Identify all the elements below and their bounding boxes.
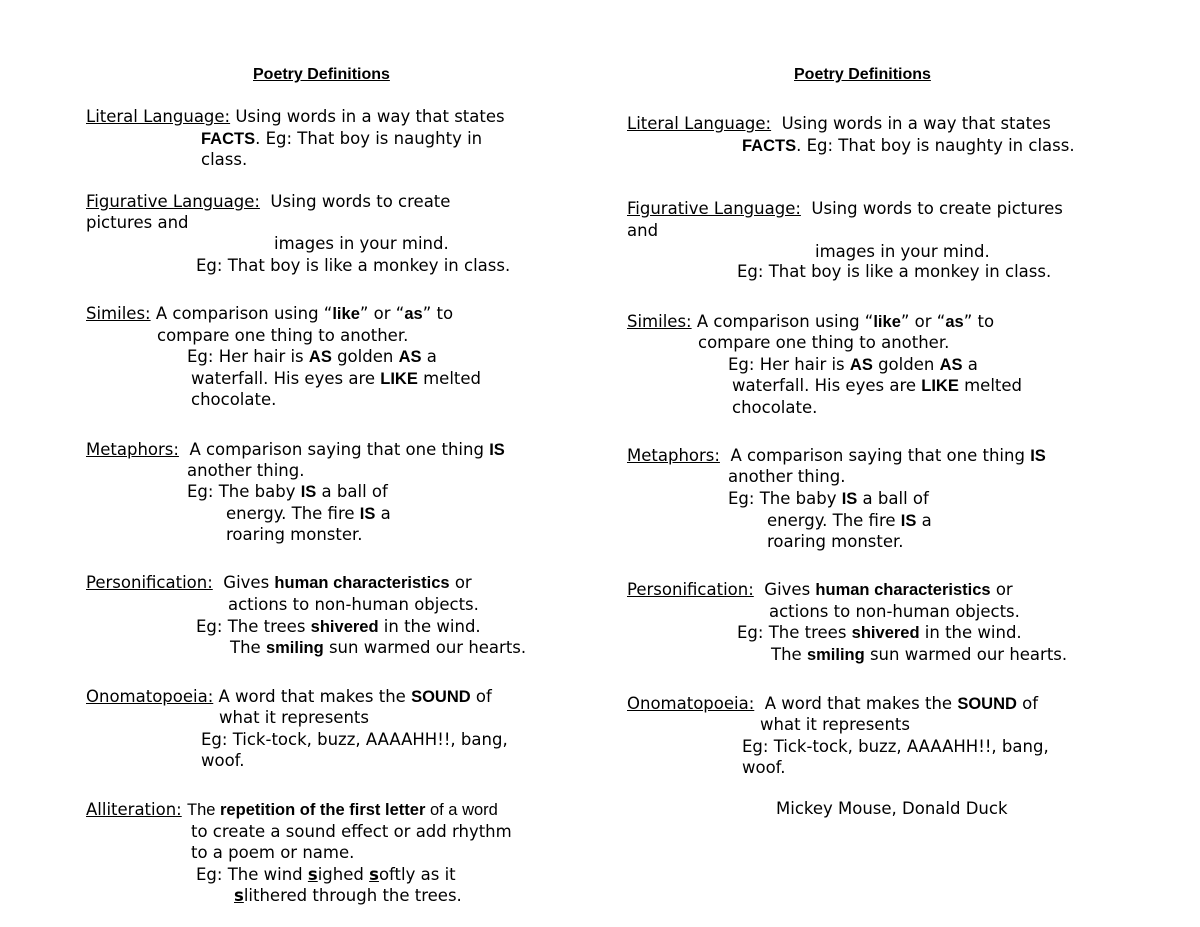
figurative-line-2: and bbox=[627, 221, 659, 240]
onomatopoeia-line-2: what it represents bbox=[760, 715, 910, 734]
term-figurative: Figurative Language: bbox=[627, 199, 801, 218]
text: The bbox=[230, 638, 266, 657]
text: A word that makes the bbox=[764, 694, 958, 713]
text: The bbox=[771, 645, 807, 664]
keyword: AS bbox=[849, 356, 873, 374]
literal-facts: FACTS bbox=[201, 130, 256, 148]
text: Eg: Her hair is bbox=[187, 347, 309, 366]
keyword: IS bbox=[900, 512, 917, 530]
literal-line-3: class. bbox=[201, 150, 248, 169]
personification-line-1 bbox=[627, 580, 1013, 600]
text: energy. The fire bbox=[226, 504, 360, 523]
text: in the wind. bbox=[378, 617, 481, 636]
keyword: s bbox=[234, 886, 244, 905]
text: lithered through the trees. bbox=[243, 886, 462, 905]
keyword: repetition of the first letter bbox=[220, 801, 426, 819]
onomatopoeia-line-1 bbox=[627, 694, 1038, 714]
text: A word that makes the bbox=[218, 687, 412, 706]
keyword: shivered bbox=[851, 624, 920, 642]
text: Gives bbox=[764, 580, 816, 599]
term-metaphors: Metaphors: bbox=[86, 440, 179, 459]
keyword: like bbox=[873, 313, 901, 331]
onomatopoeia-line-2: what it represents bbox=[219, 708, 369, 727]
onomatopoeia-line-1 bbox=[86, 687, 492, 707]
metaphors-example-1 bbox=[728, 489, 929, 509]
text: A comparison saying that one thing bbox=[189, 440, 490, 459]
term-alliteration: Alliteration: bbox=[86, 800, 182, 819]
text: A comparison using “ bbox=[696, 312, 874, 331]
text: of a word bbox=[425, 801, 498, 819]
metaphors-line-2: another thing. bbox=[728, 467, 846, 486]
keyword: IS bbox=[1030, 447, 1046, 465]
term-personification: Personification: bbox=[627, 580, 754, 599]
page-title: Poetry Definitions bbox=[794, 66, 931, 83]
personification-example-1 bbox=[196, 617, 481, 637]
literal-example: . Eg: That boy is naughty in bbox=[255, 129, 483, 148]
personification-example-2 bbox=[771, 645, 1067, 665]
similes-example-2 bbox=[191, 369, 481, 389]
personification-example-2 bbox=[230, 638, 526, 658]
text: melted bbox=[417, 369, 482, 388]
keyword: AS bbox=[308, 348, 332, 366]
keyword: human characteristics bbox=[815, 581, 991, 599]
term-figurative: Figurative Language: bbox=[86, 192, 260, 211]
text: or bbox=[449, 573, 472, 592]
keyword: LIKE bbox=[921, 377, 959, 395]
similes-line-2: compare one thing to another. bbox=[157, 326, 409, 345]
figurative-line-3: images in your mind. bbox=[274, 234, 449, 253]
personification-line-2: actions to non-human objects. bbox=[228, 595, 479, 614]
text: ” or “ bbox=[900, 312, 946, 331]
similes-line-1 bbox=[86, 304, 453, 324]
personification-example-1 bbox=[737, 623, 1022, 643]
similes-example-3: chocolate. bbox=[732, 398, 818, 417]
text: A comparison saying that one thing bbox=[730, 446, 1031, 465]
metaphors-example-2 bbox=[226, 504, 391, 524]
keyword: LIKE bbox=[380, 370, 418, 388]
term-literal: Literal Language: bbox=[86, 107, 231, 126]
figurative-line-1 bbox=[627, 199, 1063, 219]
text: in the wind. bbox=[919, 623, 1022, 642]
literal-line-1 bbox=[627, 114, 1051, 134]
text: golden bbox=[872, 355, 940, 374]
metaphors-example-3: roaring monster. bbox=[226, 525, 363, 544]
keyword: like bbox=[332, 305, 360, 323]
metaphors-line-1 bbox=[627, 446, 1046, 466]
alliteration-example-1 bbox=[196, 865, 456, 885]
literal-line-2 bbox=[742, 136, 1075, 156]
text: waterfall. His eyes are bbox=[732, 376, 922, 395]
keyword: IS bbox=[300, 483, 317, 501]
keyword: smiling bbox=[806, 646, 865, 664]
text: of bbox=[1016, 694, 1039, 713]
figurative-example: Eg: That boy is like a monkey in class. bbox=[737, 262, 1052, 281]
metaphors-example-1 bbox=[187, 482, 388, 502]
text: Eg: The trees bbox=[196, 617, 311, 636]
term-onomatopoeia: Onomatopoeia: bbox=[627, 694, 755, 713]
text: sun warmed our hearts. bbox=[864, 645, 1068, 664]
onomatopoeia-example-1: Eg: Tick-tock, buzz, AAAAHH!!, bang, bbox=[742, 737, 1049, 756]
term-personification: Personification: bbox=[86, 573, 213, 592]
literal-line-1 bbox=[86, 107, 505, 127]
alliteration-line-1 bbox=[86, 800, 498, 820]
term-onomatopoeia: Onomatopoeia: bbox=[86, 687, 214, 706]
text: a bbox=[962, 355, 978, 374]
text: Using words in a way that states bbox=[781, 114, 1051, 133]
metaphors-line-2: another thing. bbox=[187, 461, 305, 480]
onomatopoeia-example-1: Eg: Tick-tock, buzz, AAAAHH!!, bang, bbox=[201, 730, 508, 749]
personification-line-2: actions to non-human objects. bbox=[769, 602, 1020, 621]
page-title: Poetry Definitions bbox=[253, 66, 390, 83]
text: Eg: The baby bbox=[728, 489, 842, 508]
literal-line-2 bbox=[201, 129, 482, 149]
keyword: FACTS bbox=[742, 137, 797, 155]
text: Eg: The wind bbox=[196, 865, 308, 884]
metaphors-example-3: roaring monster. bbox=[767, 532, 904, 551]
text: oftly as it bbox=[378, 865, 456, 884]
text: A comparison using “ bbox=[155, 304, 333, 323]
onomatopoeia-example-2: woof. bbox=[742, 758, 786, 777]
text: a ball of bbox=[857, 489, 929, 508]
figurative-line-2: pictures and bbox=[86, 213, 189, 232]
similes-example-1 bbox=[187, 347, 437, 367]
text: a bbox=[421, 347, 437, 366]
text: ighed bbox=[317, 865, 370, 884]
similes-line-1 bbox=[627, 312, 994, 332]
term-metaphors: Metaphors: bbox=[627, 446, 720, 465]
similes-example-1 bbox=[728, 355, 978, 375]
term-similes: Similes: bbox=[627, 312, 692, 331]
metaphors-example-2 bbox=[767, 511, 932, 531]
text: Eg: The baby bbox=[187, 482, 301, 501]
figurative-line-3: images in your mind. bbox=[815, 242, 990, 261]
literal-def: Using words in a way that states bbox=[235, 107, 505, 126]
term-literal: Literal Language: bbox=[627, 114, 772, 133]
text: or bbox=[990, 580, 1013, 599]
similes-example-2 bbox=[732, 376, 1022, 396]
keyword: s bbox=[369, 865, 379, 884]
text: waterfall. His eyes are bbox=[191, 369, 381, 388]
keyword: shivered bbox=[310, 618, 379, 636]
keyword: IS bbox=[489, 441, 505, 459]
text: . Eg: That boy is naughty in class. bbox=[796, 136, 1075, 155]
keyword: SOUND bbox=[411, 688, 471, 706]
text: The bbox=[186, 801, 221, 819]
text: of bbox=[470, 687, 492, 706]
keyword: as bbox=[945, 313, 964, 331]
keyword: IS bbox=[359, 505, 376, 523]
names-line: Mickey Mouse, Donald Duck bbox=[776, 799, 1008, 818]
text: ” or “ bbox=[359, 304, 405, 323]
text: melted bbox=[958, 376, 1023, 395]
text: energy. The fire bbox=[767, 511, 901, 530]
keyword: IS bbox=[841, 490, 858, 508]
term-similes: Similes: bbox=[86, 304, 151, 323]
keyword: AS bbox=[398, 348, 422, 366]
similes-line-2: compare one thing to another. bbox=[698, 333, 950, 352]
keyword: s bbox=[307, 865, 318, 884]
similes-example-3: chocolate. bbox=[191, 390, 277, 409]
alliteration-line-3: to a poem or name. bbox=[191, 843, 355, 862]
onomatopoeia-example-2: woof. bbox=[201, 751, 245, 770]
text: golden bbox=[331, 347, 399, 366]
text: a bbox=[375, 504, 391, 523]
figurative-line-1 bbox=[86, 192, 450, 212]
figurative-example: Eg: That boy is like a monkey in class. bbox=[196, 256, 511, 275]
text: ” to bbox=[963, 312, 995, 331]
keyword: SOUND bbox=[957, 695, 1017, 713]
keyword: human characteristics bbox=[274, 574, 450, 592]
keyword: smiling bbox=[265, 639, 324, 657]
text: Eg: Her hair is bbox=[728, 355, 850, 374]
figurative-def: Using words to create bbox=[270, 192, 451, 211]
alliteration-example-2 bbox=[234, 886, 462, 906]
text: Eg: The trees bbox=[737, 623, 852, 642]
personification-line-1 bbox=[86, 573, 472, 593]
text: a ball of bbox=[316, 482, 388, 501]
text: ” to bbox=[422, 304, 454, 323]
text: a bbox=[916, 511, 932, 530]
text: Gives bbox=[223, 573, 275, 592]
alliteration-line-2: to create a sound effect or add rhythm bbox=[191, 822, 512, 841]
text: sun warmed our hearts. bbox=[323, 638, 527, 657]
text: Using words to create pictures bbox=[811, 199, 1063, 218]
keyword: as bbox=[404, 305, 423, 323]
metaphors-line-1 bbox=[86, 440, 505, 460]
keyword: AS bbox=[939, 356, 963, 374]
